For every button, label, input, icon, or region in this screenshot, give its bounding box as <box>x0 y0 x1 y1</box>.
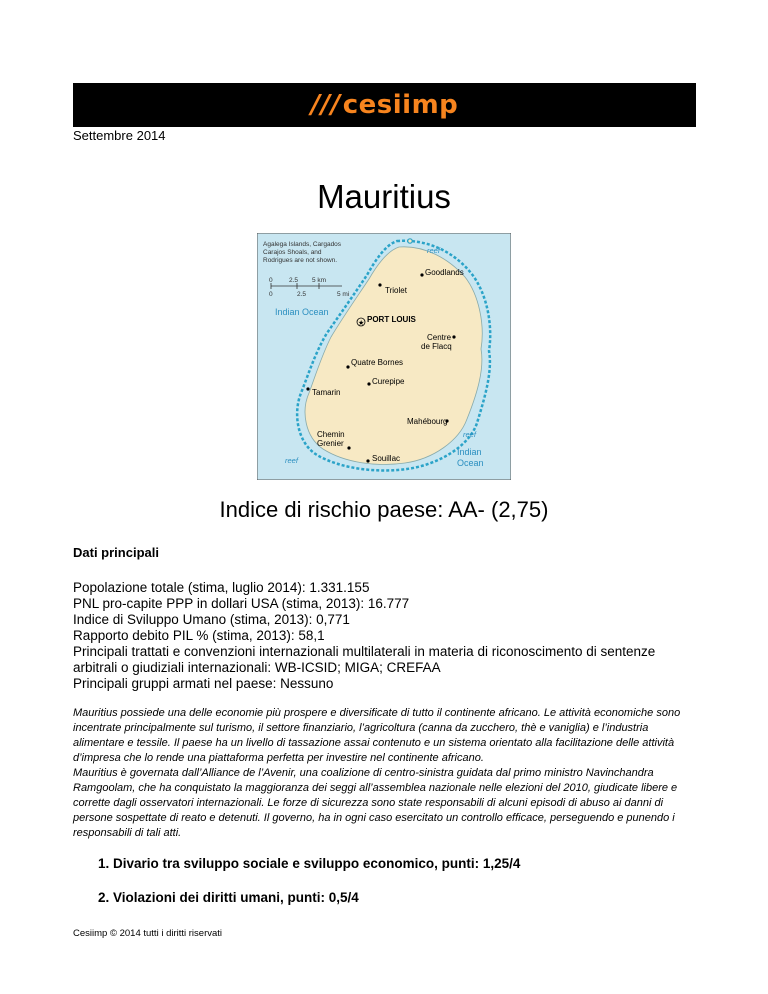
footer-copyright: Cesiimp © 2014 tutti i diritti riservati <box>73 928 223 939</box>
map-note-line-2: Carajos Shoals, and <box>263 249 322 256</box>
tamarin-dot <box>306 387 309 390</box>
quatre-bornes-dot <box>346 365 349 368</box>
reef-label-east: reef <box>463 430 476 439</box>
description-paragraph-economy: Mauritius possiede una delle economie più prospere e diversificate di tutto il continente africano. Le attività economiche sono incentrate principalmente sul turismo, il settore finanziario, l’agricoltura (canna da zucchero, thè e vaniglia) e l’industria alimentare e tessile. Il paese ha un livello di tassazione assai contenuto e un sistema orientato alla facilitazione delle attività d’impresa che lo rende una piattaforma perfetta per investire nel continente africano. <box>73 707 681 764</box>
cesiimp-logo <box>311 90 459 120</box>
goodlands-label: Goodlands <box>425 268 464 277</box>
indian-ocean-east-label-2: Ocean <box>457 458 484 468</box>
triolet-label: Triolet <box>385 286 407 295</box>
reef-label-north: reef <box>427 246 440 255</box>
scale-mi-0: 0 <box>269 291 273 298</box>
score-points-list <box>98 856 520 924</box>
chemin-grenier-label-2: Grenier <box>317 439 344 448</box>
centre-de-flacq-dot <box>452 335 455 338</box>
map-note-line-1: Agalega Islands, Cargados <box>263 241 342 248</box>
dati-principali-heading: Dati principali <box>73 545 159 560</box>
scale-km-end: 5 km <box>312 277 327 284</box>
centre-de-flacq-label-1: Centre <box>427 333 452 342</box>
fact-gnp: PNL pro-capite PPP in dollari USA (stima, 2013): 16.777 <box>73 596 410 611</box>
map-note-line-3: Rodrigues are not shown. <box>263 257 338 264</box>
chemin-grenier-label-1: Chemin <box>317 430 345 439</box>
scale-mi-mid: 2.5 <box>297 291 307 298</box>
mauritius-map <box>257 233 511 480</box>
description-paragraph-government: Mauritius è governata dall’Alliance de l’Avenir, una coalizione di centro-sinistra guidata dal primo ministro Navinchandra Ramgoolam, che ha conquistato la maggioranza dei seggi all’assemblea nazionale nelle elezioni del 2010, giudicate libere e corrette dagli osservatori internazionali. Le forze di sicurezza sono state responsabili di alcuni episodi di abuso ai danni di persone sospettate di reato e detenuti. Il governo, ha in ogni caso esercitato un controllo efficace, perseguendo e punendo i responsabili di tali atti. <box>73 767 678 839</box>
souillac-dot <box>366 459 369 462</box>
indian-ocean-west-label: Indian Ocean <box>275 307 329 317</box>
islet <box>408 239 412 243</box>
curepipe-label: Curepipe <box>372 377 405 386</box>
fact-population: Popolazione totale (stima, luglio 2014): 1.331.155 <box>73 580 370 595</box>
header-banner <box>73 83 696 127</box>
mahebourg-label: Mahébourg <box>407 417 448 426</box>
scale-km-0: 0 <box>269 277 273 284</box>
tamarin-label: Tamarin <box>312 388 341 397</box>
triolet-dot <box>378 283 381 286</box>
quatre-bornes-label: Quatre Bornes <box>351 358 404 367</box>
scale-mi-end: 5 mi <box>337 291 350 298</box>
logo-slashes: /// <box>310 90 341 120</box>
logo-text: cesiimp <box>342 90 459 120</box>
scale-km-mid: 2.5 <box>289 277 299 284</box>
fact-armed-groups: Principali gruppi armati nel paese: Nessuno <box>73 676 334 691</box>
port-louis-label: PORT LOUIS <box>367 315 416 324</box>
page-title: Mauritius <box>317 178 451 215</box>
chemin-grenier-dot <box>347 446 350 449</box>
indian-ocean-east-label-1: Indian <box>457 447 482 457</box>
point-human-rights: 2. Violazioni dei diritti umani, punti: 0,5/4 <box>98 890 359 905</box>
point-social-economic-gap: 1. Divario tra sviluppo sociale e sviluppo economico, punti: 1,25/4 <box>98 856 521 871</box>
fact-treaties: Principali trattati e convenzioni internazionali multilaterali in materia di riconoscimento di sentenze arbitrali o giudiziali internazionali: WB-ICSID; MIGA; CREFAA <box>73 644 656 675</box>
key-facts-list <box>73 580 693 692</box>
curepipe-dot <box>367 382 370 385</box>
centre-de-flacq-label-2: de Flacq <box>421 342 452 351</box>
document-date: Settembre 2014 <box>73 128 166 143</box>
country-description <box>73 706 698 841</box>
risk-index-heading: Indice di rischio paese: AA- (2,75) <box>219 497 549 522</box>
goodlands-dot <box>420 273 423 276</box>
reef-label-south: reef <box>285 456 298 465</box>
souillac-label: Souillac <box>372 454 401 463</box>
fact-hdi: Indice di Sviluppo Umano (stima, 2013): 0,771 <box>73 612 350 627</box>
star-glyph-icon: ★ <box>358 320 365 327</box>
fact-debt-ratio: Rapporto debito PIL % (stima, 2013): 58,1 <box>73 628 325 643</box>
